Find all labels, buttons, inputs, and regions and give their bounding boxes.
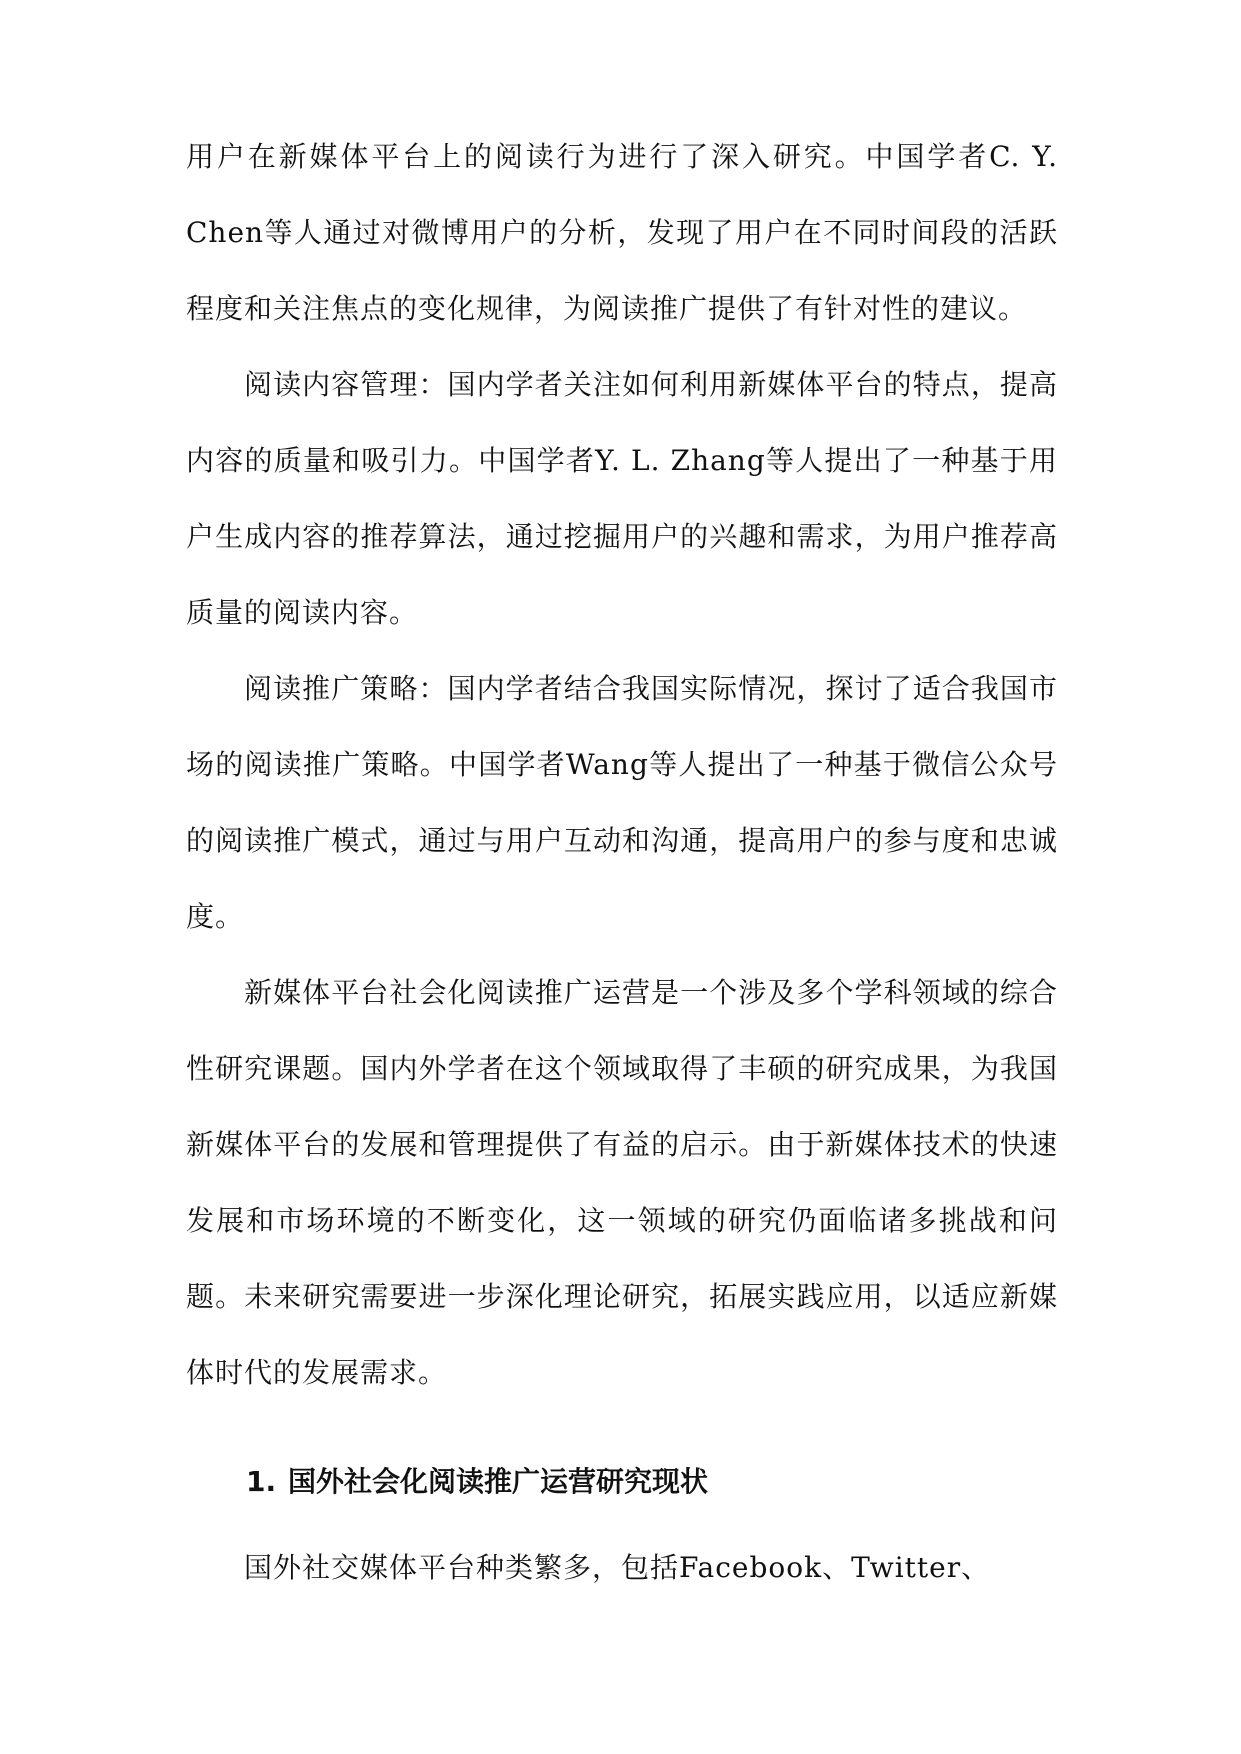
paragraph-summary: 新媒体平台社会化阅读推广运营是一个涉及多个学科领域的综合性研究课题。国内外学者在这个领域取得了丰硕的研究成果，为我国新媒体平台的发展和管理提供了有益的启示。由于新媒体技术的快速发展和市场环境的不断变化，这一领域的研究仍面临诸多挑战和问题。未来研究需要进一步深化理论研究，拓展实践应用，以适应新媒体时代的发展需求。 <box>186 976 1058 1389</box>
section-title: 国外社会化阅读推广运营研究现状 <box>288 1465 709 1498</box>
paragraph-continuation: 用户在新媒体平台上的阅读行为进行了深入研究。中国学者C. Y. Chen等人通过对微博用户的分析，发现了用户在不同时间段的活跃程度和关注焦点的变化规律，为阅读推广提供了有针对性的建议。 <box>186 140 1058 325</box>
paragraph-content-management: 阅读内容管理：国内学者关注如何利用新媒体平台的特点，提高内容的质量和吸引力。中国学者Y. L. Zhang等人提出了一种基于用户生成内容的推荐算法，通过挖掘用户的兴趣和需求，为用户推荐高质量的阅读内容。 <box>186 368 1058 629</box>
section-heading <box>246 1444 708 1520</box>
section-number: 1. <box>246 1465 277 1498</box>
body-text <box>186 119 1058 1411</box>
paragraph-promotion-strategy: 阅读推广策略：国内学者结合我国实际情况，探讨了适合我国市场的阅读推广策略。中国学者Wang等人提出了一种基于微信公众号的阅读推广模式，通过与用户互动和沟通，提高用户的参与度和忠诚度。 <box>186 672 1058 933</box>
paragraph-foreign-platforms: 国外社交媒体平台种类繁多，包括Facebook、Twitter、 <box>244 1551 991 1584</box>
